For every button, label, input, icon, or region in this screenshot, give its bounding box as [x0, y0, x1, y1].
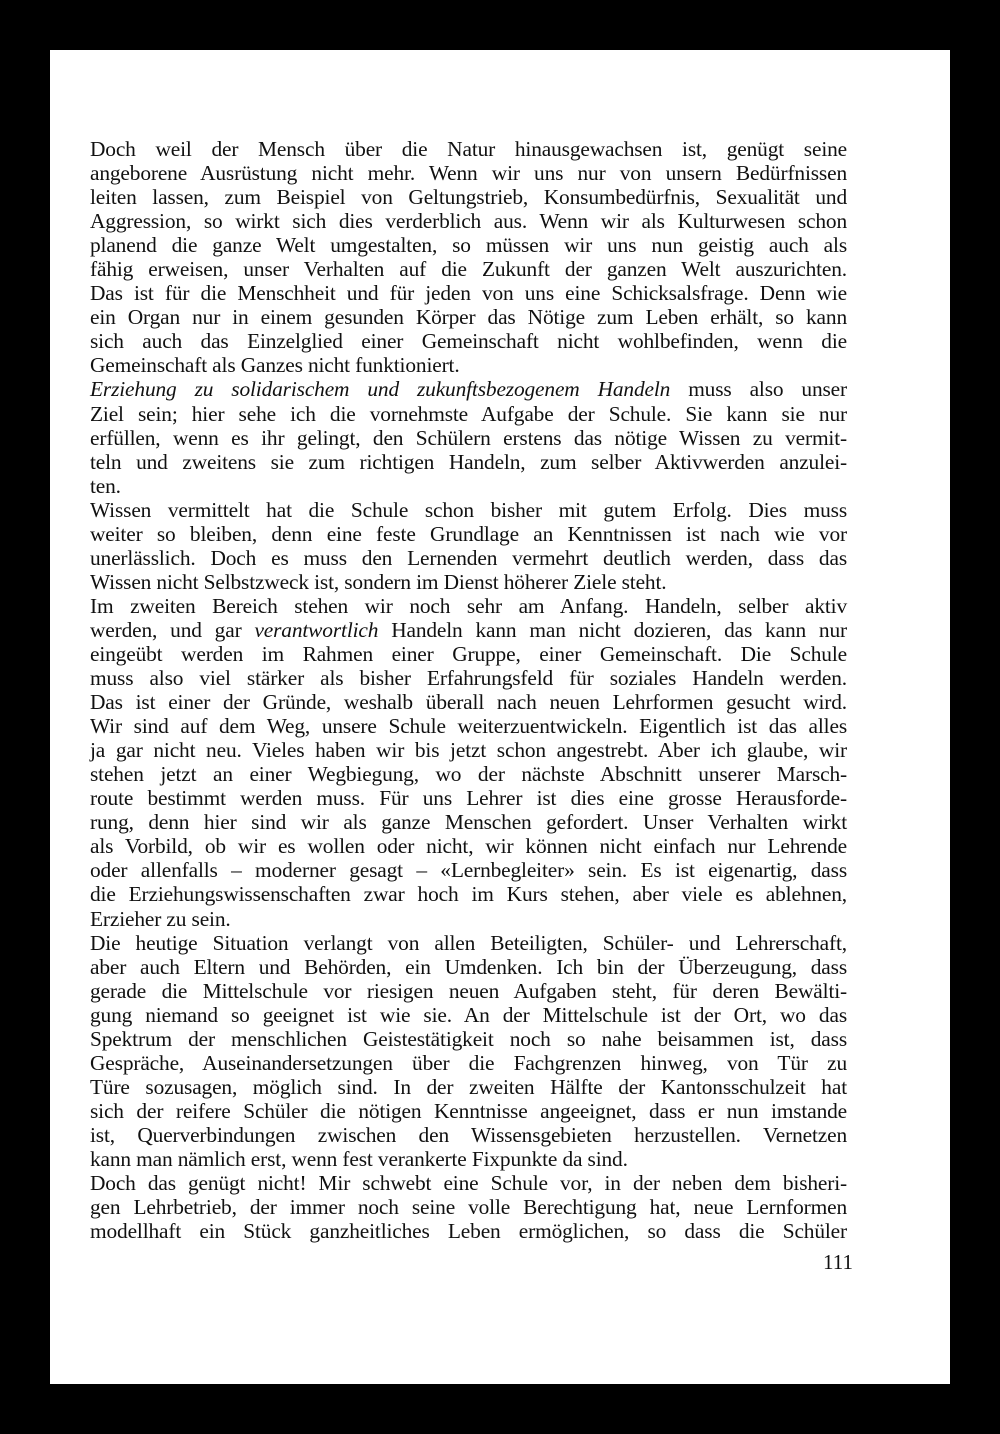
text-line [90, 714, 847, 738]
text-segment: stehen jetzt an einer Wegbiegung, wo der nächste Abschnitt unserer Marsch- [90, 762, 847, 787]
text-segment: ein Organ nur in einem gesunden Körper das Nötige zum Leben erhält, so kann [90, 305, 847, 330]
text-line [90, 738, 847, 762]
text-segment: aber auch Eltern und Behörden, ein Umdenken. Ich bin der Überzeugung, dass [90, 954, 847, 979]
text-segment: eingeübt werden im Rahmen einer Gruppe, einer Gemeinschaft. Die Schule [90, 641, 847, 666]
text-segment: Gespräche, Auseinandersetzungen über die Fachgrenzen hinweg, von Tür zu [90, 1050, 847, 1075]
text-segment: muss also viel stärker als bisher Erfahrungsfeld für soziales Handeln werden. [90, 666, 847, 691]
text-line [90, 666, 847, 690]
text-line [90, 882, 847, 906]
text-segment: Doch weil der Mensch über die Natur hinausgewachsen ist, genügt seine [90, 137, 847, 161]
text-segment: Türe sozusagen, möglich sind. In der zweiten Hälfte der Kantonsschulzeit hat [90, 1074, 847, 1099]
text-line [90, 257, 847, 281]
text-segment: Das ist für die Menschheit und für jeden von uns eine Schicksalsfrage. Denn wie [90, 281, 847, 306]
text-segment: Wissen vermittelt hat die Schule schon bisher mit gutem Erfolg. Dies muss [90, 497, 847, 522]
text-segment: gung niemand so geeignet ist wie sie. An der Mittelschule ist der Ort, wo das [90, 1002, 847, 1027]
text-line [90, 810, 847, 834]
text-line [90, 690, 847, 714]
text-line [90, 1147, 847, 1171]
text-line [90, 618, 847, 642]
text-segment: Im zweiten Bereich stehen wir noch sehr am Anfang. Handeln, selber aktiv [90, 593, 847, 618]
text-segment: Wir sind auf dem Weg, unsere Schule weiterzuentwickeln. Eigentlich ist das alles [90, 714, 847, 739]
text-line [90, 161, 847, 185]
text-segment: als Vorbild, ob wir es wollen oder nicht, wir können nicht einfach nur Lehrende [90, 834, 847, 859]
text-segment: ten. [90, 473, 121, 498]
text-segment: Erzieher zu sein. [90, 906, 231, 931]
text-segment: route bestimmt werden muss. Für uns Lehrer ist dies eine grosse Herausforde- [90, 786, 847, 811]
text-line [90, 1219, 847, 1243]
italic-segment: Erziehung zu solidarischem und zukunftsbezogenem Handeln [90, 377, 671, 402]
text-line [90, 474, 847, 498]
text-line [90, 594, 847, 618]
text-segment: leiten lassen, zum Beispiel von Geltungstrieb, Konsumbedürfnis, Sexualität und [90, 185, 847, 210]
text-segment: unerlässlich. Doch es muss den Lernenden vermehrt deutlich werden, dass das [90, 545, 847, 570]
text-line [90, 1171, 847, 1195]
text-segment: Ziel sein; hier sehe ich die vornehmste Aufgabe der Schule. Sie kann sie nur [90, 401, 847, 426]
text-line [90, 858, 847, 882]
text-line [90, 209, 847, 233]
text-segment: ist, Querverbindungen zwischen den Wissensgebieten herzustellen. Vernetzen [90, 1122, 847, 1147]
text-line [90, 786, 847, 810]
text-line [90, 1003, 847, 1027]
text-segment: oder allenfalls – moderner gesagt – «Lernbegleiter» sein. Es ist eigenartig, dass [90, 858, 847, 883]
text-segment: Das ist einer der Gründe, weshalb überall nach neuen Lehrformen gesucht wird. [90, 690, 847, 715]
text-line [90, 931, 847, 955]
text-segment: Aggression, so wirkt sich dies verderblich aus. Wenn wir als Kulturwesen schon [90, 209, 847, 234]
text-line [90, 498, 847, 522]
text-segment: planend die ganze Welt umgestalten, so müssen wir uns nun geistig auch als [90, 233, 847, 258]
text-segment: die Erziehungswissenschaften zwar hoch im Kurs stehen, aber viele es ablehnen, [90, 882, 847, 907]
text-line [90, 955, 847, 979]
text-line [90, 907, 847, 931]
text-line [90, 834, 847, 858]
text-line [90, 281, 847, 305]
text-segment: teln und zweitens sie zum richtigen Handeln, zum selber Aktivwerden anzulei- [90, 449, 847, 474]
text-segment: erfüllen, wenn es ihr gelingt, den Schülern erstens das nötige Wissen zu vermit- [90, 425, 847, 450]
body-text [90, 137, 847, 1243]
text-segment: weiter so bleiben, denn eine feste Grundlage an Kenntnissen ist nach wie vor [90, 521, 847, 546]
text-line [90, 377, 847, 401]
text-line [90, 1027, 847, 1051]
text-line [90, 979, 847, 1003]
text-segment: sich der reifere Schüler die nötigen Kenntnisse angeeignet, dass er nun imstande [90, 1098, 847, 1123]
text-segment: kann man nämlich erst, wenn fest verankerte Fixpunkte da sind. [90, 1146, 628, 1171]
text-segment: ja gar nicht neu. Vieles haben wir bis jetzt schon angestrebt. Aber ich glaube, wir [90, 738, 847, 763]
text-line [90, 762, 847, 786]
text-segment: sich auch das Einzelglied einer Gemeinschaft nicht wohlbefinden, wenn die [90, 329, 847, 354]
text-line [90, 305, 847, 329]
italic-segment: verantwortlich [254, 617, 379, 642]
page-number: 111 [823, 1250, 853, 1274]
text-line [90, 353, 847, 377]
document-page [50, 50, 950, 1384]
text-line [90, 426, 847, 450]
text-segment: Spektrum der menschlichen Geistestätigkeit noch so nahe beisammen ist, dass [90, 1026, 847, 1051]
text-line [90, 450, 847, 474]
text-segment: rung, denn hier sind wir als ganze Menschen gefordert. Unser Verhalten wirkt [90, 810, 847, 835]
text-line [90, 1123, 847, 1147]
text-line [90, 546, 847, 570]
text-line [90, 1195, 847, 1219]
text-segment: angeborene Ausrüstung nicht mehr. Wenn wir uns nur von unsern Bedürfnissen [90, 161, 847, 186]
text-segment: gen Lehrbetrieb, der immer noch seine volle Berechtigung hat, neue Lernformen [90, 1195, 847, 1220]
text-line [90, 642, 847, 666]
text-line [90, 137, 847, 161]
text-segment: muss also unser [670, 377, 848, 402]
text-line [90, 522, 847, 546]
text-segment: modellhaft ein Stück ganzheitliches Leben ermöglichen, so dass die Schüler [90, 1219, 847, 1244]
text-line [90, 1051, 847, 1075]
text-segment: Doch das genügt nicht! Mir schwebt eine Schule vor, in der neben dem bisheri- [90, 1171, 847, 1196]
text-segment: Wissen nicht Selbstzweck ist, sondern im Dienst höherer Ziele steht. [90, 569, 667, 594]
text-segment: werden, und gar [90, 617, 255, 642]
text-line [90, 329, 847, 353]
text-line [90, 1099, 847, 1123]
text-segment: gerade die Mittelschule vor riesigen neuen Aufgaben steht, für deren Bewälti- [90, 978, 847, 1003]
text-line [90, 1075, 847, 1099]
text-segment: fähig erweisen, unser Verhalten auf die Zukunft der ganzen Welt auszurichten. [90, 257, 847, 282]
text-segment: Handeln kann man nicht dozieren, das kann nur [378, 617, 847, 642]
text-line [90, 233, 847, 257]
text-segment: Gemeinschaft als Ganzes nicht funktioniert. [90, 353, 460, 378]
text-line [90, 402, 847, 426]
text-line [90, 570, 847, 594]
text-line [90, 185, 847, 209]
text-segment: Die heutige Situation verlangt von allen Beteiligten, Schüler- und Lehrerschaft, [90, 930, 847, 955]
